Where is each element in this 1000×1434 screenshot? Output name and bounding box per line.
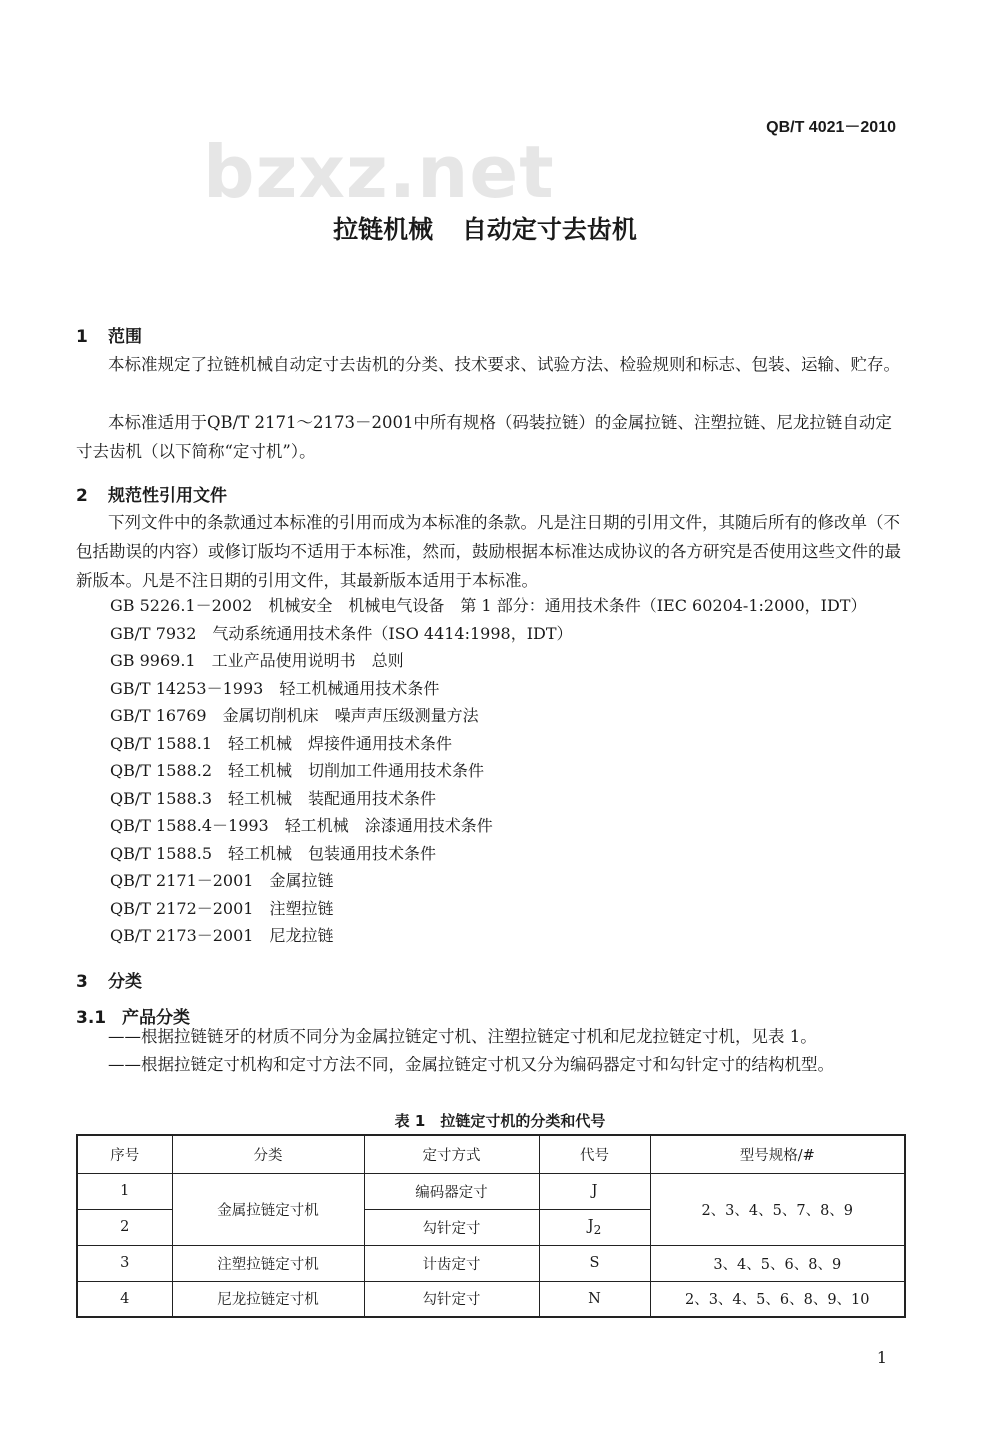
reference-title: 尼龙拉链 [269, 926, 334, 945]
reference-title: 工业产品使用说明书 总则 [211, 651, 404, 670]
cell-spec: 3、4、5、6、8、9 [650, 1245, 905, 1281]
reference-code: GB/T 14253－1993 [110, 678, 264, 698]
reference-item [110, 786, 436, 809]
section-number: 3 [76, 972, 88, 992]
section-1-heading [76, 322, 142, 347]
reference-item [110, 868, 333, 891]
table-row [77, 1173, 905, 1209]
table-caption: 表 1 拉链定寸机的分类和代号 [394, 1112, 606, 1130]
cell-category: 金属拉链定寸机 [172, 1173, 364, 1245]
column-header: 代号 [539, 1135, 650, 1173]
reference-item [110, 621, 573, 644]
reference-item [110, 923, 333, 946]
reference-code: GB 9969.1 [110, 651, 196, 670]
reference-code: QB/T 2171－2001 [110, 871, 254, 890]
column-header: 型号规格/# [650, 1135, 905, 1173]
reference-title: 轻工机械 装配通用技术条件 [228, 788, 437, 808]
subsection-number: 3.1 [76, 1008, 107, 1028]
page-number: 1 [876, 1348, 887, 1367]
section-title: 范围 [108, 327, 142, 347]
dash-item-1: ——根据拉链链牙的材质不同分为金属拉链定寸机、注塑拉链定寸机和尼龙拉链定寸机，见表 1。 [108, 1027, 817, 1046]
reference-code: QB/T 1588.2 [110, 761, 213, 780]
reference-code: GB/T 7932 [110, 623, 197, 643]
reference-code: QB/T 1588.3 [110, 788, 213, 808]
reference-code: QB/T 2172－2001 [110, 898, 254, 918]
reference-item [110, 593, 866, 616]
reference-title: 注塑拉链 [269, 898, 334, 918]
section-title: 规范性引用文件 [108, 486, 227, 506]
reference-title: 轻工机械 切削加工件通用技术条件 [228, 761, 485, 780]
reference-code: GB 5226.1－2002 [110, 596, 253, 615]
cell-code [539, 1209, 650, 1245]
reference-title: 轻工机械 包装通用技术条件 [228, 843, 437, 863]
cell-category: 尼龙拉链定寸机 [172, 1281, 364, 1317]
reference-title: 金属切削机床 噪声声压级测量方法 [222, 706, 479, 725]
watermark: bzxz.net [203, 130, 555, 214]
reference-item [110, 731, 452, 754]
cell-spec: 2、3、4、5、6、8、9、10 [650, 1281, 905, 1317]
reference-code: QB/T 1588.5 [110, 843, 213, 863]
column-header: 分类 [172, 1135, 364, 1173]
reference-title: 轻工机械 焊接件通用技术条件 [228, 733, 453, 753]
reference-code: QB/T 1588.4－1993 [110, 816, 269, 835]
dash-item-2: ——根据拉链定寸机构和定寸方法不同，金属拉链定寸机又分为编码器定寸和勾针定寸的结构机型。 [108, 1055, 834, 1074]
cell-code: J [539, 1173, 650, 1209]
cell-method: 编码器定寸 [364, 1173, 539, 1209]
reference-item [110, 841, 436, 864]
cell-method: 勾针定寸 [364, 1281, 539, 1317]
cell-category: 注塑拉链定寸机 [172, 1245, 364, 1281]
section-2-paragraph: 下列文件中的条款通过本标准的引用而成为本标准的条款。凡是注日期的引用文件，其随后所有的修改单（不包括勘误的内容）或修订版均不适用于本标准，然而，鼓励根据本标准达成协议的各方研究是否使用这些文件的最新版本。凡是不注日期的引用文件，其最新版本适用于本标准。 [76, 513, 901, 590]
table-row [77, 1281, 905, 1317]
code-subscript: 2 [593, 1222, 602, 1237]
reference-item [110, 813, 493, 836]
cell-method: 计齿定寸 [364, 1245, 539, 1281]
reference-code: GB/T 16769 [110, 706, 207, 725]
reference-title: 轻工机械 涂漆通用技术条件 [284, 816, 493, 835]
reference-title: 轻工机械通用技术条件 [279, 678, 440, 698]
section-1-paragraph-1: 本标准规定了拉链机械自动定寸去齿机的分类、技术要求、试验方法、检验规则和标志、包装、运输、贮存。 [108, 355, 900, 374]
classification-table [76, 1134, 906, 1318]
reference-title: 气动系统通用技术条件（ISO 4414:1998，IDT） [212, 623, 573, 643]
reference-item [110, 758, 484, 781]
reference-code: QB/T 2173－2001 [110, 926, 254, 945]
section-number: 1 [76, 327, 88, 347]
standard-code: QB/T 4021－2010 [766, 119, 896, 136]
reference-code: QB/T 1588.1 [110, 733, 213, 753]
table-row [77, 1245, 905, 1281]
reference-item [110, 703, 479, 726]
section-2-heading [76, 481, 227, 506]
column-header: 序号 [77, 1135, 172, 1173]
cell-spec: 2、3、4、5、7、8、9 [650, 1173, 905, 1245]
cell-no: 3 [77, 1245, 172, 1281]
document-title: 拉链机械 自动定寸去齿机 [333, 215, 637, 244]
code-letter: J [587, 1217, 594, 1234]
table-header-row [77, 1135, 905, 1173]
reference-item [110, 648, 404, 671]
reference-item [110, 896, 333, 919]
reference-item [110, 676, 439, 699]
cell-no: 2 [77, 1209, 172, 1245]
subsection-title: 产品分类 [122, 1008, 190, 1028]
cell-code: N [539, 1281, 650, 1317]
cell-no: 1 [77, 1173, 172, 1209]
section-3-heading [76, 967, 142, 992]
section-title: 分类 [108, 972, 142, 992]
reference-title: 金属拉链 [269, 871, 334, 890]
cell-code: S [539, 1245, 650, 1281]
cell-no: 4 [77, 1281, 172, 1317]
section-number: 2 [76, 486, 88, 506]
section-1-paragraph-2: 本标准适用于QB/T 2171～2173－2001中所有规格（码装拉链）的金属拉链、注塑拉链、尼龙拉链自动定寸去齿机（以下简称“定寸机”）。 [76, 413, 892, 461]
reference-title: 机械安全 机械电气设备 第 1 部分：通用技术条件（IEC 60204-1:2000，IDT） [268, 596, 867, 615]
cell-method: 勾针定寸 [364, 1209, 539, 1245]
column-header: 定寸方式 [364, 1135, 539, 1173]
